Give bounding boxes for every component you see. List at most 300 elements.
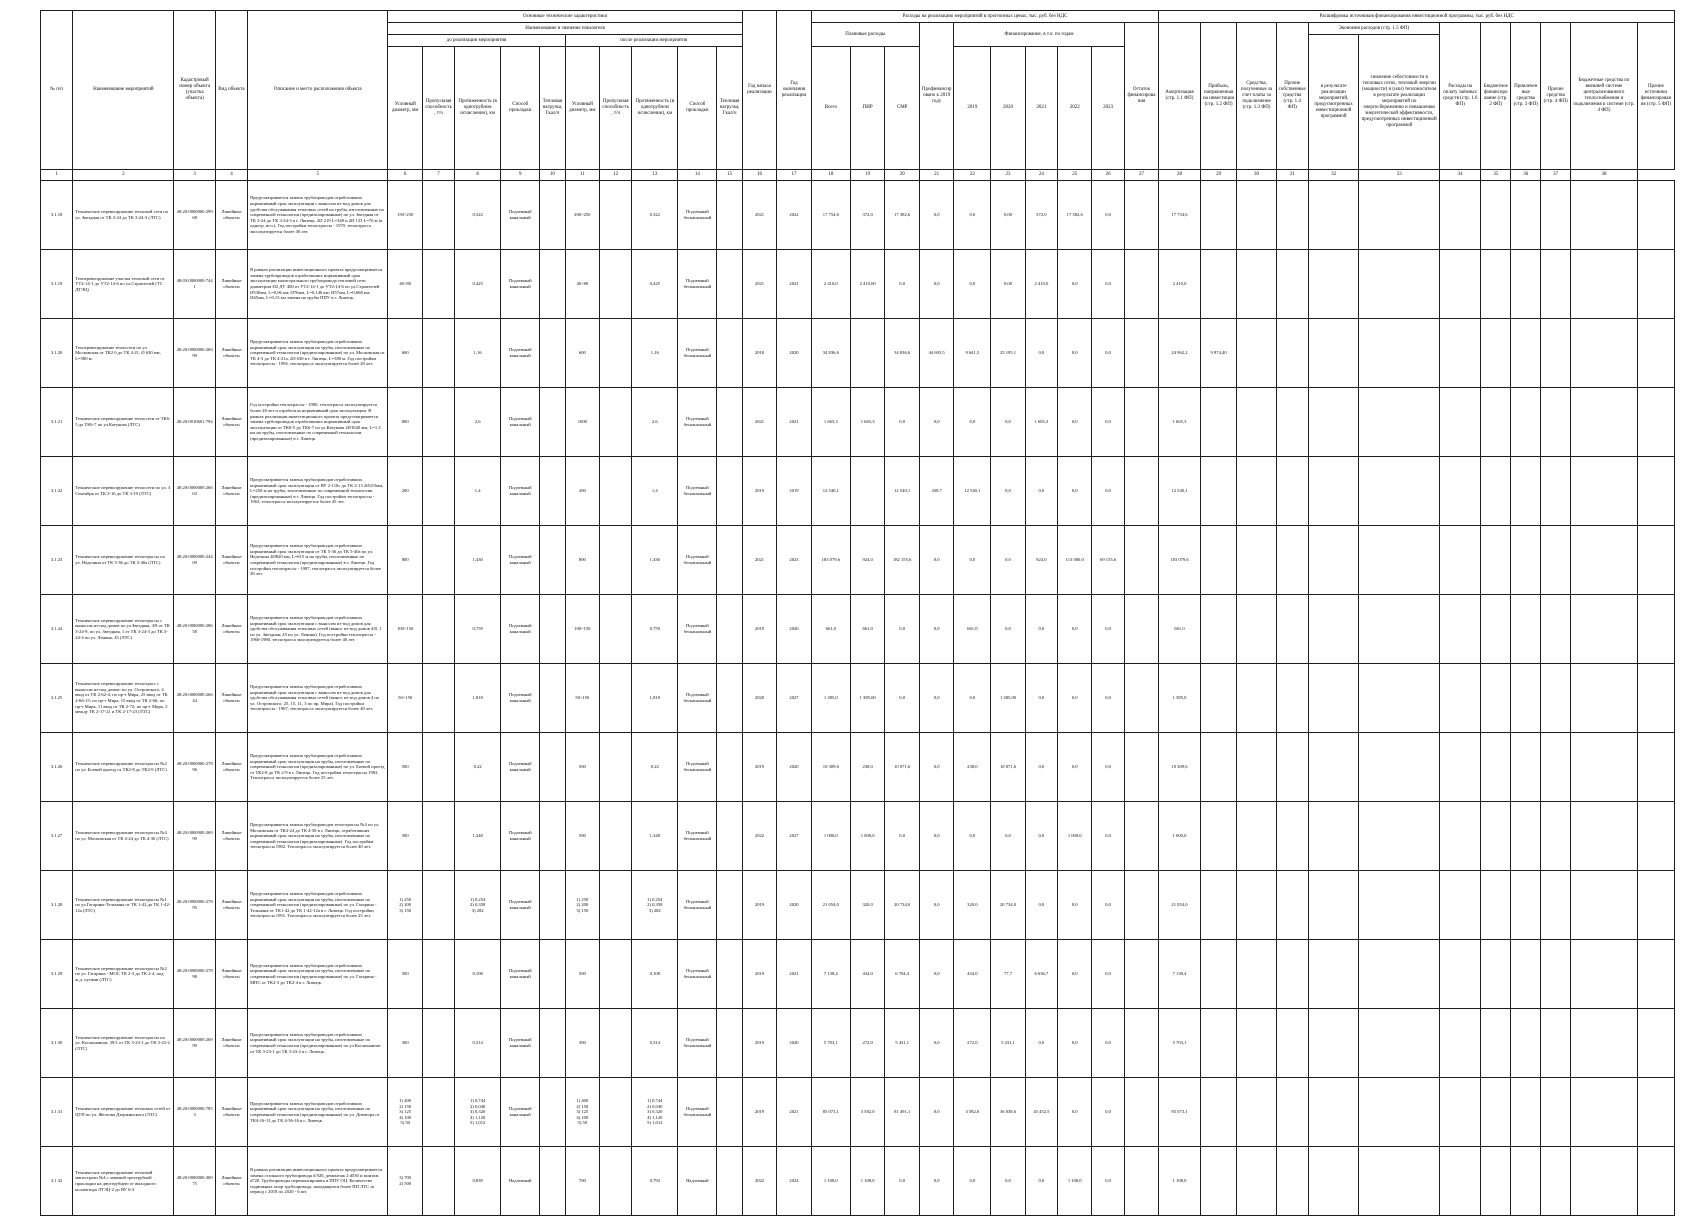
cell-empty [1571, 1078, 1638, 1147]
cell-empty [1237, 871, 1276, 940]
cell-length-before: 0,759 [455, 595, 501, 664]
cell-profit [1200, 940, 1237, 1009]
cell-empty [1637, 457, 1674, 526]
cell-f2019: 0,0 [954, 526, 991, 595]
cell-cadastral: 48:20:0000000:29968 [174, 181, 215, 250]
cell-year-start: 2021 [742, 526, 777, 595]
cell-empty [1439, 1009, 1480, 1078]
cell-empty [1571, 250, 1638, 319]
cell-throughput-after [600, 319, 632, 388]
cell-empty [1237, 1009, 1276, 1078]
cell-empty [1308, 940, 1359, 1009]
cell-desc: Предусматривается замена трубопроводов отработавших нормативный срок эксплуатации от ТК 5-36 до ТК 5-40а по ул. Неделина 2Ø820 мм, L=615 м на трубы, изготовленные по современной технологии (предизолированные) в г. Липецк. Год постройки теплотрассы - 1987, теплотрасса эксплуатируется более 30 лет. [248, 526, 388, 595]
table-body [41, 170, 1675, 1216]
cell-financed: 44 693,5 [919, 319, 954, 388]
cell-empty [1237, 388, 1276, 457]
cell-throughput-before [422, 319, 454, 388]
column-number: 23 [991, 170, 1026, 181]
cell-length-after: 0,322 [632, 181, 678, 250]
table-row [41, 802, 1675, 871]
cell-f2022: 0,0 [1057, 388, 1092, 457]
cell-method-after: Подземный бесканальный [678, 388, 717, 457]
cell-empty [1637, 526, 1674, 595]
cell-desc: Предусматривается замена трубопроводов отработавших нормативный срок эксплуатации с выносом из-под домов для удобства обслуживания тепловых сетей (вынос из-под домов 4/8, 1 по ул. Звездная; 45 по ул. Ленина). Год постройки теплотрассы - 1960-1980, теплотрасса эксплуатируется более 40 лет. [248, 595, 388, 664]
cell-f2023: 0,0 [1092, 388, 1124, 457]
cell-method-after: Подземный бесканальный [678, 940, 717, 1009]
table-row [41, 526, 1675, 595]
cell-f2023: 0,0 [1092, 595, 1124, 664]
column-number: 37 [1541, 170, 1571, 181]
cell-empty [1637, 940, 1674, 1009]
cell-load-before [540, 457, 565, 526]
cell-amort: 85 073,1 [1159, 1078, 1200, 1147]
cell-diam-after: 1000 [565, 388, 600, 457]
cell-f2019: 0,0 [954, 181, 991, 250]
cell-amort: 12 540,1 [1159, 457, 1200, 526]
cell-empty [1511, 802, 1541, 871]
cell-cadastral: 48:03:0000000:7441 [174, 250, 215, 319]
cell-load-after [717, 940, 742, 1009]
cell-empty [1481, 595, 1511, 664]
cell-f2022: 0,0 [1057, 457, 1092, 526]
cell-throughput-after [600, 664, 632, 733]
cell-smr: 0,0 [885, 595, 920, 664]
cell-f2022: 0,0 [1057, 250, 1092, 319]
cell-empty [1359, 250, 1440, 319]
cell-amort: 661,0 [1159, 595, 1200, 664]
header-y2020: 2020 [991, 47, 1026, 170]
cell-empty [1481, 457, 1511, 526]
cell-throughput-before [422, 871, 454, 940]
cell-method-after: Надземный [678, 1147, 717, 1216]
cell-type: Линейные объекты [215, 1009, 247, 1078]
cell-method-before: Подземный канальный [501, 802, 540, 871]
cell-year-end: 2027 [777, 664, 812, 733]
cell-desc: Предусматривается замена трубопроводов отработавших нормативный срок эксплуатации на трубы, изготовленные по современной технологии (предизолированные) по ул. Гагарина - МПС от ТК2-3 до ТК2-4 в г. Липецк. [248, 940, 388, 1009]
cell-pir: 1 665,3 [850, 388, 885, 457]
cell-empty [1237, 733, 1276, 802]
header-method-after: Способ прокладки [678, 47, 717, 170]
cell-empty [1276, 457, 1308, 526]
header-y2023: 2023 [1092, 47, 1124, 170]
cell-remainder [1124, 1147, 1159, 1216]
cell-method-before: Подземный канальный [501, 457, 540, 526]
cell-empty [1481, 940, 1511, 1009]
header-throughput-before: Пропускная способность, т/ч [422, 47, 454, 170]
cell-remainder [1124, 1009, 1159, 1078]
column-number: 19 [850, 170, 885, 181]
cell-load-after [717, 1009, 742, 1078]
cell-method-before: Подземный канальный [501, 250, 540, 319]
column-number: 28 [1159, 170, 1200, 181]
cell-throughput-after [600, 1009, 632, 1078]
column-number: 35 [1481, 170, 1511, 181]
cell-length-before: 0,314 [455, 1009, 501, 1078]
cell-num: 3.1.20 [41, 319, 73, 388]
cell-name: Техническое перевооружение теплосети от ТК6-5 до ТК6-7 по ул.Катукова (ЛТС) [73, 388, 174, 457]
cell-method-before: Подземный канальный [501, 1009, 540, 1078]
cell-f2020: 0,0 [991, 457, 1026, 526]
cell-empty [1237, 457, 1276, 526]
cell-smr: 182 155,6 [885, 526, 920, 595]
cell-financed: 0,0 [919, 250, 954, 319]
cell-year-end: 2020 [777, 733, 812, 802]
cell-year-start: 2022 [742, 802, 777, 871]
column-number: 21 [919, 170, 954, 181]
cell-empty [1439, 319, 1480, 388]
cell-diam-before: 800 [388, 388, 423, 457]
cell-empty [1511, 1009, 1541, 1078]
header-remainder: Остаток финансирования [1124, 23, 1159, 170]
cell-load-before [540, 181, 565, 250]
header-savings-a: в результате реализации мероприятий, предусмотренных инвестиционной программой [1308, 35, 1359, 170]
cell-length-before: 1,348 [455, 802, 501, 871]
cell-cadastral: 48:20:0000000:26999 [174, 1009, 215, 1078]
cell-year-end: 2023 [777, 526, 812, 595]
cell-f2023: 0,0 [1092, 802, 1124, 871]
cell-throughput-before [422, 457, 454, 526]
cell-amort: 1 665,3 [1159, 388, 1200, 457]
column-number-row [41, 170, 1675, 181]
cell-length-before: 2,6 [455, 388, 501, 457]
cell-f2020: 0,00 [991, 181, 1026, 250]
cell-empty [1439, 526, 1480, 595]
cell-type: Линейные объекты [215, 871, 247, 940]
cell-remainder [1124, 526, 1159, 595]
cell-f2021: 0,0 [1025, 871, 1057, 940]
cell-f2019: 320,0 [954, 871, 991, 940]
cell-empty [1571, 1147, 1638, 1216]
cell-num: 3.1.21 [41, 388, 73, 457]
cell-empty [1439, 181, 1480, 250]
cell-f2019: 3 582,0 [954, 1078, 991, 1147]
header-name: Наименование мероприятий [73, 11, 174, 170]
cell-remainder [1124, 250, 1159, 319]
cell-profit [1200, 526, 1237, 595]
cell-f2022: 0,0 [1057, 1009, 1092, 1078]
cell-method-after: Подземный бесканальный [678, 733, 717, 802]
cell-empty [1637, 1147, 1674, 1216]
cell-num: 3.1.24 [41, 595, 73, 664]
cell-profit [1200, 181, 1237, 250]
column-number: 4 [215, 170, 247, 181]
cell-desc: Предусматривается замена трубопроводов отработавших нормативный срок эксплуатации на трубы, изготовленные по современной технологии (предизолированные) по ул. Московская от ТК 4-3 до ТК 4-21а, 2Ø 630 в г. Липецк, L=580 м. Год постройки теплотрассы - 1994, теплотрасса эксплуатируется более 20 лет. [248, 319, 388, 388]
cell-length-after: 1) 0,254 2) 0,358 3) 282 [632, 871, 678, 940]
cell-empty [1308, 871, 1359, 940]
cell-empty [1637, 871, 1674, 940]
cell-empty [1276, 595, 1308, 664]
cell-name: Техническое перевооружение теплотрассы по ул. Космонавтов, 39/1 от ТК 3-23-1 до ТК 3-23-2 (ЛТС) [73, 1009, 174, 1078]
cell-empty [1511, 526, 1541, 595]
cell-length-before: 1,16 [455, 319, 501, 388]
cell-diam-before: 500 [388, 802, 423, 871]
cell-empty [1541, 733, 1571, 802]
cell-year-start: 2020 [742, 664, 777, 733]
cell-cadastral: 48:20:0000000:26999 [174, 319, 215, 388]
cell-empty [1541, 181, 1571, 250]
table-row [41, 1147, 1675, 1216]
header-costs: Расходы на реализацию мероприятий в прогнозных ценах, тыс. руб. без НДС [811, 11, 1159, 23]
header-budget: Бюджетное финансирование (стр. 2 ФП) [1481, 23, 1511, 170]
cell-empty [1359, 733, 1440, 802]
cell-empty [1571, 664, 1638, 733]
cell-method-before: Подземный канальный [501, 319, 540, 388]
cell-total: 10 309,6 [811, 733, 850, 802]
cell-diam-before: 150÷250 [388, 181, 423, 250]
cell-year-start: 2019 [742, 1009, 777, 1078]
header-financed: Профинансировано к 2019 году [919, 23, 954, 170]
cell-empty [1511, 319, 1541, 388]
cell-year-start: 2022 [742, 1147, 777, 1216]
cell-f2023: 0,0 [1092, 319, 1124, 388]
cell-throughput-after [600, 457, 632, 526]
cell-num: 3.1.23 [41, 526, 73, 595]
cell-throughput-before [422, 1009, 454, 1078]
cell-diam-after: 500 [565, 940, 600, 1009]
cell-empty [1237, 319, 1276, 388]
cell-financed: 0,0 [919, 1078, 954, 1147]
cell-diam-after: 100÷150 [565, 595, 600, 664]
header-year-end: Год окончания реализации [777, 11, 812, 170]
cell-cadastral: 48:20:0000000:24409 [174, 526, 215, 595]
cell-num: 3.1.26 [41, 733, 73, 802]
header-other-budget: Прочие средства (стр. 4 ФП) [1541, 23, 1571, 170]
cell-year-end: 2020 [777, 1009, 812, 1078]
cell-empty [1237, 1147, 1276, 1216]
cell-empty [1439, 802, 1480, 871]
cell-throughput-after [600, 595, 632, 664]
column-number: 27 [1124, 170, 1159, 181]
cell-length-after: 0,108 [632, 940, 678, 1009]
cell-empty [1276, 802, 1308, 871]
cell-diam-before: 500 [388, 940, 423, 1009]
cell-smr: 34 836,6 [885, 319, 920, 388]
cell-method-before: Подземный канальный [501, 940, 540, 1009]
cell-cadastral: 48:20:0000000:26999 [174, 802, 215, 871]
cell-empty [1541, 319, 1571, 388]
cell-remainder [1124, 457, 1159, 526]
cell-remainder [1124, 595, 1159, 664]
cell-empty [1541, 1147, 1571, 1216]
cell-f2020: 5 431,1 [991, 1009, 1026, 1078]
column-number: 2 [73, 170, 174, 181]
table-row [41, 733, 1675, 802]
cell-empty [1237, 940, 1276, 1009]
cell-profit [1200, 457, 1237, 526]
cell-empty [1359, 1147, 1440, 1216]
cell-desc: Предусматривается замена трубопроводов отработавших нормативный срок эксплуатации на трубы, изготовленные по современной технологии (предизолированные) по ул. Доватора от ТК4-16-13 до ТК 4-56-16 в г. Липецк. [248, 1078, 388, 1147]
cell-smr: 6 704,4 [885, 940, 920, 1009]
cell-empty [1308, 802, 1359, 871]
cell-f2022: 0,0 [1057, 664, 1092, 733]
cell-f2023: 69 155,6 [1092, 526, 1124, 595]
cell-empty [1308, 664, 1359, 733]
cell-pir: 238,0 [850, 733, 885, 802]
cell-empty [1359, 1078, 1440, 1147]
cell-total: 12 540,1 [811, 457, 850, 526]
cell-profit [1200, 1147, 1237, 1216]
cell-empty [1359, 526, 1440, 595]
cell-empty [1571, 457, 1638, 526]
cell-length-after: 1,16 [632, 319, 678, 388]
cell-empty [1511, 250, 1541, 319]
cell-load-before [540, 1147, 565, 1216]
column-number: 15 [717, 170, 742, 181]
cell-f2022: 0,0 [1057, 733, 1092, 802]
column-number: 18 [811, 170, 850, 181]
cell-throughput-after [600, 250, 632, 319]
cell-empty [1637, 388, 1674, 457]
cell-length-before: 0,22 [455, 733, 501, 802]
cell-throughput-before [422, 940, 454, 1009]
table-row [41, 1009, 1675, 1078]
column-number: 17 [777, 170, 812, 181]
cell-length-before: 1,430 [455, 526, 501, 595]
cell-empty [1359, 181, 1440, 250]
header-length-before: Протяженность (в однотрубном исчислении), км [455, 47, 501, 170]
cell-empty [1276, 526, 1308, 595]
cell-diam-after: 600 [565, 319, 600, 388]
cell-length-after: 2,6 [632, 388, 678, 457]
cell-empty [1439, 457, 1480, 526]
header-savings: Экономия расходов (стр. 1.5 ФП) [1308, 23, 1439, 35]
cell-empty [1481, 733, 1511, 802]
cell-year-end: 2021 [777, 940, 812, 1009]
cell-method-before: Подземный канальный [501, 181, 540, 250]
cell-amort: 1 000,0 [1159, 802, 1200, 871]
column-number: 16 [742, 170, 777, 181]
cell-load-after [717, 319, 742, 388]
header-fee: Средства, полученные за счет платы за подключение (стр. 1.3 ФП) [1237, 23, 1276, 170]
cell-name: Техническое перевооружение теплотрассы с выносом из-под домов по ул.Звездная, 4/8 от ТК 3-24-9, по ул. Звездная, 1 от ТК 3-24-3 до ТК 3-24-4 по ул. Ленина, 45 (ЛТС) [73, 595, 174, 664]
cell-name: Техперевооружение теплосети по ул. Московская от ТК2 б до ТК 4-21, Ø 630 мм, L=580 м. [73, 319, 174, 388]
cell-smr: 10 071,6 [885, 733, 920, 802]
cell-f2020: 0,0 [991, 1147, 1026, 1216]
cell-amort: 5 703,1 [1159, 1009, 1200, 1078]
cell-empty [1511, 457, 1541, 526]
cell-year-end: 2026 [777, 595, 812, 664]
cell-throughput-before [422, 181, 454, 250]
header-pir: ПИР [850, 47, 885, 170]
header-savings-b: снижение себестоимости в тепловых сетях, тепловой энергии (мощности) и (или) теплоносителя в результате реализации мероприятий по энергосбережению и повышению энергетической эффективности, предусмотренных инвестиционной программой [1359, 35, 1440, 170]
header-after: после реализации мероприятия [565, 35, 742, 47]
cell-load-after [717, 181, 742, 250]
cell-pir: 1 108,0 [850, 1147, 885, 1216]
cell-length-after: 1,430 [632, 526, 678, 595]
cell-empty [1237, 802, 1276, 871]
cell-empty [1511, 940, 1541, 1009]
cell-type: Линейные объекты [215, 595, 247, 664]
cell-diam-after: 800 [565, 526, 600, 595]
cell-empty [1359, 802, 1440, 871]
cell-empty [1511, 181, 1541, 250]
cell-desc: Предусматривается замена трубопроводов отработавших нормативный срок эксплуатации на трубы, изготовленные по современной технологии (предизолированные) по ул. Боевой проезд от ТК2-8 до ТК 2-9 в г. Липецк. Год постройки теплотрассы 1982. Теплотрасса эксплуатируется более 35 лет. [248, 733, 388, 802]
cell-amort: 17 754,6 [1159, 181, 1200, 250]
cell-pir: 661,0 [850, 595, 885, 664]
header-budget-system: Бюджетные средства по внешней системе централизованного теплоснабжения и подключения к системе (стр. 4 ФП) [1571, 23, 1638, 170]
cell-empty [1511, 733, 1541, 802]
cell-throughput-after [600, 526, 632, 595]
cell-f2019: 9 641,5 [954, 319, 991, 388]
header-sources: Расшифровка источников финансирования инвестиционной программы, тыс. руб. без НДС [1159, 11, 1675, 23]
header-diam-after: Условный диаметр, мм [565, 47, 600, 170]
header-amort: Амортизация (стр. 1.1 ФП) [1159, 23, 1200, 170]
cell-load-before [540, 595, 565, 664]
header-y2021: 2021 [1025, 47, 1057, 170]
cell-load-after [717, 388, 742, 457]
cell-length-before: 0,108 [455, 940, 501, 1009]
cell-length-after: 0,759 [632, 595, 678, 664]
cell-financed: 0,0 [919, 802, 954, 871]
cell-empty [1637, 250, 1674, 319]
cell-empty [1637, 1078, 1674, 1147]
cell-year-start: 2019 [742, 733, 777, 802]
cell-throughput-before [422, 388, 454, 457]
cell-year-end: 2021 [777, 1078, 812, 1147]
cell-num: 3.1.19 [41, 250, 73, 319]
cell-throughput-before [422, 1078, 454, 1147]
cell-empty [1359, 1009, 1440, 1078]
cell-empty [1541, 250, 1571, 319]
cell-type: Линейные объекты [215, 664, 247, 733]
cell-empty [1359, 457, 1440, 526]
cell-smr: 0,0 [885, 250, 920, 319]
cell-f2023: 0,0 [1092, 181, 1124, 250]
cell-load-before [540, 526, 565, 595]
cell-diam-after: 1) 400 2) 150 3) 125 4) 100 5) 50 [565, 1078, 600, 1147]
header-own: Прочие собственные средства (стр. 1.4 ФП) [1276, 23, 1308, 170]
cell-throughput-before [422, 250, 454, 319]
header-profit: Прибыль, направленная на инвестиции (стр. 1.2 ФП) [1200, 23, 1237, 170]
cell-empty [1276, 319, 1308, 388]
cell-financed: 0,0 [919, 595, 954, 664]
cell-method-after: Подземный бесканальный [678, 664, 717, 733]
cell-remainder [1124, 733, 1159, 802]
cell-name: Техническое перевооружение тепловой сети по ул. Звездная от ТК 3-24 до ТК 3-24-3 (ЛТС) [73, 181, 174, 250]
cell-length-after: 0,314 [632, 1009, 678, 1078]
cell-cadastral: 48:20:0000000:27896 [174, 733, 215, 802]
cell-type: Линейные объекты [215, 526, 247, 595]
cell-f2021: 1 665,3 [1025, 388, 1057, 457]
cell-financed: 0,0 [919, 733, 954, 802]
cell-empty [1276, 1147, 1308, 1216]
column-number: 34 [1439, 170, 1480, 181]
header-smr: СМР [885, 47, 920, 170]
cell-empty [1276, 388, 1308, 457]
cell-empty [1308, 457, 1359, 526]
cell-empty [1237, 664, 1276, 733]
cell-num: 3.1.30 [41, 1009, 73, 1078]
cell-profit [1200, 802, 1237, 871]
cell-total: 85 073,1 [811, 1078, 850, 1147]
cell-diam-before: 1) 250 2) 200 3) 150 [388, 871, 423, 940]
cell-load-after [717, 250, 742, 319]
cell-diam-before: 3) 700 2) 500 [388, 1147, 423, 1216]
cell-empty [1571, 733, 1638, 802]
cell-f2020: 0,0 [991, 595, 1026, 664]
cell-empty [1541, 526, 1571, 595]
cell-method-after: Подземный бесканальный [678, 1009, 717, 1078]
cell-amort: 24 962,2 [1159, 319, 1200, 388]
cell-type: Линейные объекты [215, 733, 247, 802]
cell-empty [1481, 871, 1511, 940]
cell-empty [1276, 940, 1308, 1009]
cell-f2022: 0,0 [1057, 319, 1092, 388]
table-row [41, 388, 1675, 457]
cell-cadastral: 48:20:0000000:26644 [174, 664, 215, 733]
cell-method-after: Подземный бесканальный [678, 871, 717, 940]
cell-total: 1 665,3 [811, 388, 850, 457]
